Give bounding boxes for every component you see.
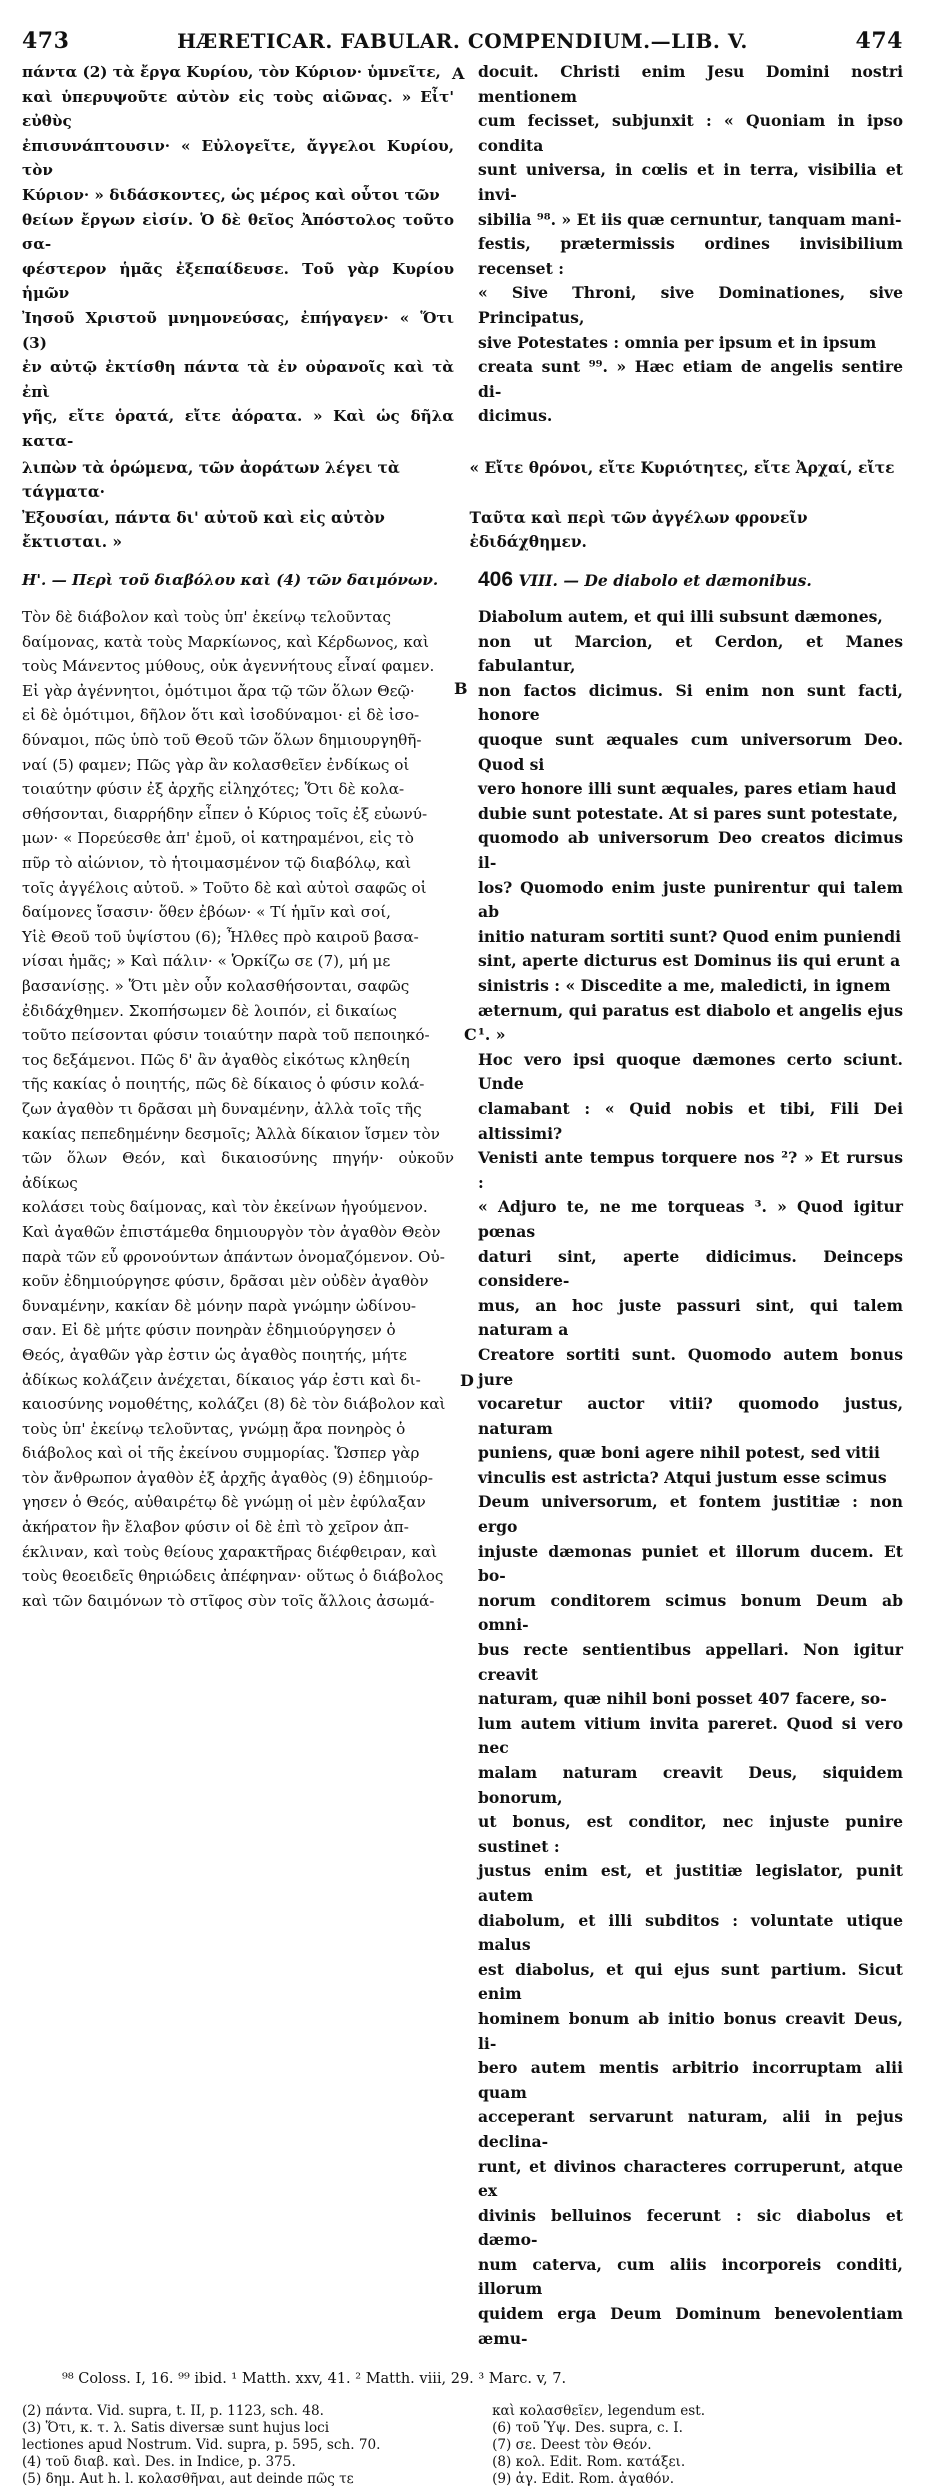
greek-line: τὸν ἄνθρωπον ἀγαθὸν ἐξ ἀρχῆς ἀγαθὸς (9) ἐδημιούρ- — [22, 1468, 434, 1487]
greek-line: καιοσύνης νομοθέτης, κολάζει (8) δὲ τὸν διάβολον καὶ — [22, 1395, 446, 1414]
greek-line: διάβολος καὶ οἱ τῆς ἐκείνου συμμορίας. Ὥσπερ γὰρ — [22, 1444, 420, 1463]
latin-line: sive Potestates : omnia per ipsum et in ipsum — [478, 332, 877, 352]
footnote-line: (8) κολ. Edit. Rom. κατάξει. — [492, 2454, 686, 2471]
latin-line: cum fecisset, subjunxit : « Quoniam in ipso condita — [478, 111, 903, 155]
latin-line: quidem erga Deum Dominum benevolentiam æmu- — [478, 2304, 903, 2348]
latin-section-title — [478, 568, 903, 594]
latin-line: Hoc vero ipsi quoque dæmones certo sciunt. Unde — [478, 1049, 903, 1094]
latin-line: vero honore illi sunt æquales, pares etiam haud — [478, 779, 897, 799]
footnote-line: (7) σε. Deest τὸν Θεόν. — [492, 2437, 652, 2454]
latin-line: Diabolum autem, et qui illi subsunt dæmones, — [478, 607, 883, 627]
greek-line: Κύριον· » διδάσκοντες, ὡς μέρος καὶ οὗτοι τῶν — [22, 185, 440, 204]
latin-line: runt, et divinos characteres corruperunt, atque ex — [478, 2156, 903, 2201]
latin-section-title-text: VIII. — De diabolo et dæmonibus. — [518, 570, 812, 590]
greek-line: δαίμονας, κατὰ τοὺς Μαρκίωνος, καὶ Κέρδωνος, καὶ — [22, 632, 429, 651]
latin-line: vocaretur auctor vitii? quomodo justus, naturam — [478, 1394, 903, 1438]
running-header — [22, 28, 903, 54]
latin-line: Creatore sortiti sunt. Quomodo autem bonus jure — [478, 1344, 903, 1389]
greek-line: φέστερον ἡμᾶς ἐξεπαίδευσε. Τοῦ γὰρ Κυρίου ἡμῶν — [22, 259, 454, 303]
running-title: HÆRETICAR. FABULAR. COMPENDIUM.—LIB. V. — [177, 29, 748, 53]
latin-line: diabolum, et illi subditos : voluntate utique malus — [478, 1910, 903, 1955]
latin-line: dicimus. — [478, 406, 553, 426]
latin-line: injuste dæmonas puniet et illorum ducem. Et bo- — [478, 1541, 903, 1586]
footnote-line: (6) τοῦ Ὑψ. Des. supra, c. I. — [492, 2420, 683, 2437]
latin-line: divinis belluinos fecerunt : sic diabolus et dæmo- — [478, 2205, 903, 2250]
latin-line: acceperant servarunt naturam, alii in pejus declina- — [478, 2107, 903, 2151]
greek-line: Τὸν δὲ διάβολον καὶ τοὺς ὑπ' ἐκείνῳ τελοῦντας — [22, 608, 392, 627]
latin-line: lum autem vitium invita pareret. Quod si vero nec — [478, 1713, 903, 1758]
latin-line: naturam, quæ nihil boni posset 407 facere, so- — [478, 1689, 887, 1709]
margin-letter-b: B — [454, 679, 468, 699]
greek-line: ἀδίκως κολάζειν ἀνέχεται, δίκαιος γάρ ἐστι καὶ δι- — [22, 1370, 421, 1389]
margin-letter-d: D — [460, 1371, 474, 1391]
latin-line: docuit. Christi enim Jesu Domini nostri mentionem — [478, 62, 903, 106]
section-headings — [22, 560, 903, 600]
greek-section-title-text: Η'. — Περὶ τοῦ διαβόλου καὶ (4) τῶν δαιμόνων. — [22, 570, 439, 589]
greek-line: ἐν αὐτῷ ἐκτίσθη πάντα τὰ ἐν οὐρανοῖς καὶ τὰ ἐπὶ — [22, 358, 454, 401]
latin-line: clamabant : « Quid nobis et tibi, Fili Dei altissimi? — [478, 1098, 903, 1143]
greek-line: ζων ἀγαθὸν τι δρᾶσαι μὴ δυναμένην, ἀλλὰ τοῖς τῆς — [22, 1099, 422, 1118]
greek-line: βασανίσῃς. » Ὅτι μὲν οὖν κολασθήσονται, σαφῶς — [22, 977, 410, 995]
wide-greek-lines-2 — [22, 506, 903, 554]
greek-line: ναί (5) φαμεν; Πῶς γὰρ ἂν κολασθεῖεν ἐνδίκως οἱ — [22, 755, 410, 774]
greek-line: παρὰ τῶν εὖ φρονούντων ἁπάντων ὀνομαζόμενον. Οὐ- — [22, 1247, 445, 1266]
greek-line: τος δεξάμενοι. Πῶς δ' ἂν ἀγαθὸς εἰκότως κληθείη — [22, 1050, 410, 1069]
greek-line: καὶ τῶν δαιμόνων τὸ στῖφος σὺν τοῖς ἄλλοις ἀσωμά- — [22, 1591, 435, 1610]
body-columns — [22, 605, 903, 2351]
latin-line: sibilia ⁹⁸. » Et iis quæ cernuntur, tanquam mani- — [478, 209, 902, 229]
margin-letter-a: A — [452, 64, 465, 83]
greek-line: τοῦτο πείσονται φύσιν τοιαύτην παρὰ τοῦ πεποιηκό- — [22, 1026, 430, 1045]
latin-line: hominem bonum ab initio bonus creavit Deus, li- — [478, 2008, 903, 2053]
margin-letter-c: C — [464, 1025, 477, 1045]
greek-line: δύναμοι, πῶς ὑπὸ τοῦ Θεοῦ τῶν ὅλων δημιουργηθῆ- — [22, 731, 422, 750]
greek-line: εἰ δὲ ὁμότιμοι, δῆλον ὅτι καὶ ἰσοδύναμοι· εἰ δὲ ἰσο- — [22, 706, 420, 725]
greek-line: τοὺς ὑπ' ἐκείνῳ τελοῦντας, γνώμῃ ἄρα πονηρὸς ὁ — [22, 1419, 406, 1438]
footnote-line: lectiones apud Nostrum. Vid. supra, p. 595, sch. 70. — [22, 2437, 381, 2454]
footnote-line: (4) τοῦ διαβ. καὶ. Des. in Indice, p. 375. — [22, 2454, 296, 2471]
greek-line: τοῖς ἀγγέλοις αὐτοῦ. » Τοῦτο δὲ καὶ αὐτοὶ σαφῶς οἱ — [22, 878, 427, 897]
latin-line: sunt universa, in cœlis et in terra, visibilia et invi- — [478, 160, 903, 204]
latin-line: justus enim est, et justitiæ legislator, punit autem — [478, 1861, 903, 1905]
wide-greek-lines — [22, 456, 903, 504]
column-number: 406 — [478, 567, 514, 591]
latin-column-body — [478, 605, 903, 2351]
wide-line-right: « Εἴτε θρόνοι, εἴτε Κυριότητες, εἴτε Ἀρχαί, εἴτε — [469, 458, 895, 477]
greek-line: μων· « Πορεύεσθε ἀπ' ἐμοῦ, οἱ κατηραμένοι, εἰς τὸ — [22, 829, 414, 848]
footnote-line: (9) ἀγ. Edit. Rom. ἀγαθόν. — [492, 2471, 675, 2488]
latin-line: ut bonus, est conditor, nec injuste punire sustinet : — [478, 1812, 903, 1856]
latin-column-top — [478, 60, 903, 454]
wide-line-left: Ἐξουσίαι, πάντα δι' αὐτοῦ καὶ εἰς αὐτὸν ἔκτισται. » — [22, 508, 385, 551]
latin-line: malam naturam creavit Deus, siquidem bonorum, — [478, 1763, 903, 1807]
latin-line: dubie sunt potestate. At si pares sunt potestate, — [478, 803, 899, 823]
greek-line: κοῦν ἐδημιούργησε φύσιν, δρᾶσαι μὲν οὐδὲν ἀγαθὸν — [22, 1272, 429, 1291]
greek-line: δαίμονες ἴσασιν· ὅθεν ἐβόων· « Τί ἡμῖν καὶ σοί, — [22, 903, 391, 922]
footnotes — [22, 2403, 903, 2488]
latin-line: initio naturam sortiti sunt? Quod enim puniendi — [478, 926, 902, 946]
footnote-line: (3) Ὅτι, κ. τ. λ. Satis diversæ sunt hujus loci — [22, 2420, 330, 2437]
greek-line: Υἱὲ Θεοῦ τοῦ ὑψίστου (6); Ἦλθες πρὸ καιροῦ βασα- — [22, 927, 419, 946]
latin-line: Deum universorum, et fontem justitiæ : non ergo — [478, 1492, 903, 1537]
greek-column-top — [22, 60, 454, 454]
latin-line: est diabolus, et qui ejus sunt partium. Sicut enim — [478, 1959, 903, 2004]
greek-section-title — [22, 568, 454, 594]
footnote-line: (5) δημ. Aut h. l. κολασθῆναι, aut deinde πῶς τε — [22, 2471, 354, 2488]
latin-line: Venisti ante tempus torquere nos ²? » Et rursus : — [478, 1148, 903, 1192]
greek-line: τοὺς θεοειδεῖς θηριώδεις ἀπέφηναν· οὕτως ὁ διάβολος — [22, 1567, 444, 1586]
greek-line: ἐπισυνάπτουσιν· « Εὐλογεῖτε, ἄγγελοι Κυρίου, τὸν — [22, 136, 454, 180]
top-columns — [22, 60, 903, 454]
greek-line: έκλιναν, καὶ τοὺς θείους χαρακτῆρας διέφθειραν, καὶ — [22, 1542, 438, 1561]
greek-line: σαν. Εἰ δὲ μήτε φύσιν πονηρὰν ἐδημιούργησεν ὁ — [22, 1321, 396, 1340]
wide-line-left: λιπὼν τὰ ὁρώμενα, τῶν ἀοράτων λέγει τὰ τάγματα· — [22, 458, 400, 501]
greek-column-body — [22, 605, 454, 2351]
greek-line: γῆς, εἴτε ὁρατά, εἴτε ἀόρατα. » Καὶ ὡς δῆλα κατα- — [22, 407, 454, 450]
latin-line: non factos dicimus. Si enim non sunt facti, honore — [478, 680, 903, 725]
greek-line: θείων ἔργων εἰσίν. Ὁ δὲ θεῖος Ἀπόστολος τοῦτο σα- — [22, 210, 454, 254]
page-number-right: 474 — [855, 28, 903, 54]
latin-line: creata sunt ⁹⁹. » Hæc etiam de angelis sentire di- — [478, 357, 903, 401]
greek-line: Καὶ ἀγαθῶν ἐπιστάμεθα δημιουργὸν τὸν ἀγαθὸν Θεὸν — [22, 1222, 441, 1241]
greek-line: πῦρ τὸ αἰώνιον, τὸ ἡτοιμασμένον τῷ διαβόλῳ, καὶ — [22, 854, 412, 873]
greek-line: τοιαύτην φύσιν ἐξ ἀρχῆς εἰληχότες; Ὅτι δὲ κολα- — [22, 780, 405, 799]
latin-line: sint, aperte dicturus est Dominus iis qui erunt a — [478, 951, 901, 971]
latin-line: « Adjuro te, ne me torqueas ³. » Quod igitur pœnas — [478, 1197, 903, 1241]
latin-line: sinistris : « Discedite a me, maledicti, in ignem — [478, 976, 891, 995]
greek-line: κολάσει τοὺς δαίμονας, καὶ τὸν ἐκείνων ἡγούμενον. — [22, 1198, 428, 1217]
greek-line: ἐδιδάχθημεν. Σκοπήσωμεν δὲ λοιπόν, εἰ δικαίως — [22, 1001, 397, 1020]
page-number-left: 473 — [22, 28, 70, 54]
greek-line: ἀκήρατον ἣν ἔλαβον φύσιν οἱ δὲ ἐπὶ τὸ χεῖρον ἀπ- — [22, 1518, 409, 1537]
greek-line: τοὺς Μάνεντος μύθους, οὐκ ἀγεννήτους εἶναί φαμεν. — [22, 657, 435, 676]
latin-line: æternum, qui paratus est diabolo et angelis ejus ¹. » — [478, 1000, 903, 1045]
greek-line: γησεν ὁ Θεός, αὐθαιρέτῳ δὲ γνώμῃ οἱ μὲν ἐφύλαξαν — [22, 1493, 426, 1512]
latin-line: num caterva, cum aliis incorporeis conditi, illorum — [478, 2254, 903, 2299]
latin-line: bus recte sentientibus appellari. Non igitur creavit — [478, 1640, 903, 1684]
greek-line: νίσαι ἡμᾶς; » Καὶ πάλιν· « Ὁρκίζω σε (7), μή με — [22, 952, 391, 971]
footnote-line: καὶ κολασθεῖεν, legendum est. — [492, 2403, 706, 2420]
greek-line: δυναμένην, κακίαν δὲ μόνην παρὰ γνώμην ὠδίνου- — [22, 1296, 417, 1315]
greek-line: τῆς κακίας ὁ ποιητής, πῶς δὲ δίκαιος ὁ φύσιν κολά- — [22, 1075, 425, 1094]
latin-line: mus, an hoc juste passuri sint, qui talem naturam a — [478, 1295, 903, 1340]
greek-line: πάντα (2) τὰ ἔργα Κυρίου, τὸν Κύριον· ὑμνεῖτε, — [22, 63, 441, 81]
greek-line: σθήσονται, διαρρήδην εἶπεν ὁ Κύριος τοῖς ἐξ εὐωνύ- — [22, 804, 428, 823]
greek-line: καὶ ὑπερυψοῦτε αὐτὸν εἰς τοὺς αἰῶνας. » Εἶτ' εὐθὺς — [22, 87, 454, 131]
greek-line: Θεός, ἀγαθῶν γὰρ ἐστιν ὡς ἀγαθὸς ποιητής, μήτε — [22, 1345, 407, 1364]
latin-line: quoque sunt æquales cum universorum Deo. Quod si — [478, 730, 903, 774]
latin-line: vinculis est astricta? Atqui justum esse scimus — [478, 1467, 887, 1487]
latin-line: festis, prætermissis ordines invisibilium recenset : — [478, 234, 903, 278]
latin-line: puniens, quæ boni agere nihil potest, sed vitii — [478, 1443, 880, 1463]
greek-line: Εἰ γὰρ ἀγέννητοι, ὁμότιμοι ἄρα τῷ τῶν ὅλων Θεῷ· — [22, 681, 415, 700]
latin-line: « Sive Throni, sive Dominationes, sive Principatus, — [478, 283, 903, 327]
latin-line: non ut Marcion, et Cerdon, et Manes fabulantur, — [478, 631, 903, 676]
latin-line: bero autem mentis arbitrio incorruptam alii quam — [478, 2058, 903, 2102]
latin-line: daturi sint, aperte didicimus. Deinceps considere- — [478, 1246, 903, 1291]
greek-line: Ἰησοῦ Χριστοῦ μνημονεύσας, ἐπήγαγεν· « Ὅτι (3) — [22, 308, 454, 352]
latin-line: los? Quomodo enim juste punirentur qui talem ab — [478, 877, 903, 922]
greek-line: κακίας πεπεδημένην δεσμοῖς; Ἀλλὰ δίκαιον ἴσμεν τὸν — [22, 1124, 440, 1143]
wide-line-right: Ταῦτα καὶ περὶ τῶν ἀγγέλων φρονεῖν ἐδιδάχθημεν. — [469, 508, 808, 551]
greek-line: τῶν ὅλων Θεόν, καὶ δικαιοσύνης πηγήν· οὐκοῦν ἀδίκως — [22, 1149, 454, 1192]
footnote-line: (2) πάντα. Vid. supra, t. II, p. 1123, sch. 48. — [22, 2403, 324, 2420]
footnotes-left — [22, 2403, 472, 2488]
latin-line: quomodo ab universorum Deo creatos dicimus il- — [478, 828, 903, 873]
footnotes-right — [472, 2403, 903, 2488]
latin-line: norum conditorem scimus bonum Deum ab omni- — [478, 1590, 903, 1635]
scripture-references: ⁹⁸ Coloss. I, 16. ⁹⁹ ibid. ¹ Matth. xxv, 41. ² Matth. viii, 29. ³ Marc. v, 7. — [62, 2371, 567, 2388]
